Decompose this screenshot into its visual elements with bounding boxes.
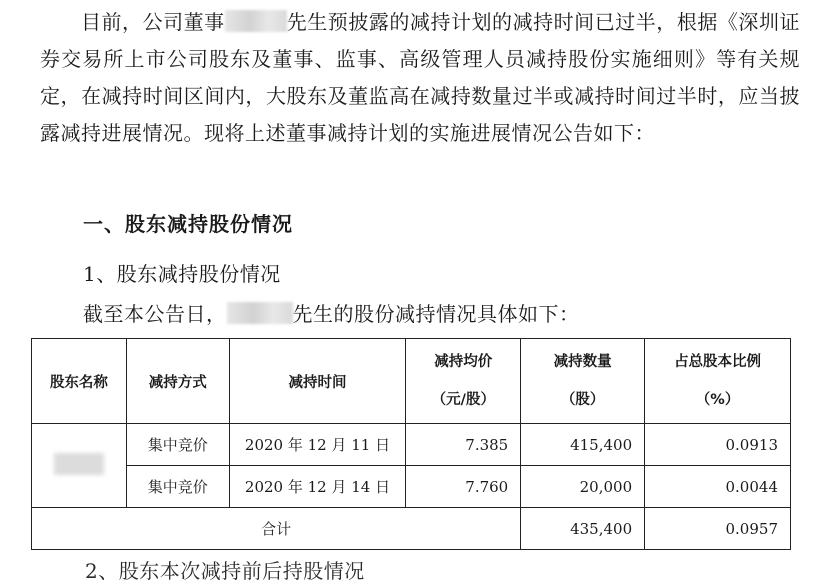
total-label-cell: 合计 [32,508,521,550]
table-row [32,466,791,508]
redacted-shareholder-name [54,453,104,475]
time-cell: 2020 年 12 月 14 日 [229,466,406,508]
header-quantity-line1: 减持数量 [553,354,612,370]
next-subsection-cut: 2、股东本次减持前后持股情况 [85,559,365,583]
price-cell: 7.760 [406,466,521,508]
holding-reduction-table [31,338,791,550]
quantity-cell: 415,400 [521,424,645,466]
header-quantity [521,339,645,424]
header-ratio-line1: 占总股本比例 [674,354,762,370]
redacted-name [227,302,293,324]
header-ratio [645,339,791,424]
header-avg-price [406,339,521,424]
total-quantity-cell: 435,400 [521,508,645,550]
table-row [32,424,791,466]
header-avg-price-line1: 减持均价 [434,354,493,370]
statement-text-2: 先生的股份减持情况具体如下： [292,302,580,326]
statement-text-1: 截至本公告日， [83,302,227,326]
header-time: 减持时间 [229,339,406,424]
subsection-title: 1、股东减持股份情况 [83,262,281,286]
redacted-name [225,10,287,32]
intro-text-1: 目前，公司董事 [81,10,225,34]
statement-line [83,298,580,327]
intro-paragraph [40,4,800,152]
header-ratio-line2: （%） [695,392,740,408]
header-method: 减持方式 [126,339,229,424]
table-header-row [32,339,791,424]
method-cell: 集中竞价 [126,466,229,508]
header-avg-price-line2: （元/股） [431,392,495,408]
intro-text-2: 先生预披露的减持计划的减持时间已过半，根据《深圳证券交易所上市公司股东及董事、监事、高级管理人员减持股份实施细则》等有关规定，在减持时间区间内，大股东及董监高在减持数量过半或减持时间过半时，应当披露减持进展情况。现将上述董事减持计划的实施进展情况公告如下： [40,10,800,145]
price-cell: 7.385 [406,424,521,466]
ratio-cell: 0.0044 [645,466,791,508]
header-name: 股东名称 [32,339,127,424]
method-cell: 集中竞价 [126,424,229,466]
section-heading: 一、股东减持股份情况 [83,212,293,236]
total-ratio-cell: 0.0957 [645,508,791,550]
quantity-cell: 20,000 [521,466,645,508]
total-row [32,508,791,550]
header-quantity-line2: （股） [560,392,605,408]
time-cell: 2020 年 12 月 11 日 [229,424,406,466]
shareholder-name-cell [32,424,127,508]
ratio-cell: 0.0913 [645,424,791,466]
